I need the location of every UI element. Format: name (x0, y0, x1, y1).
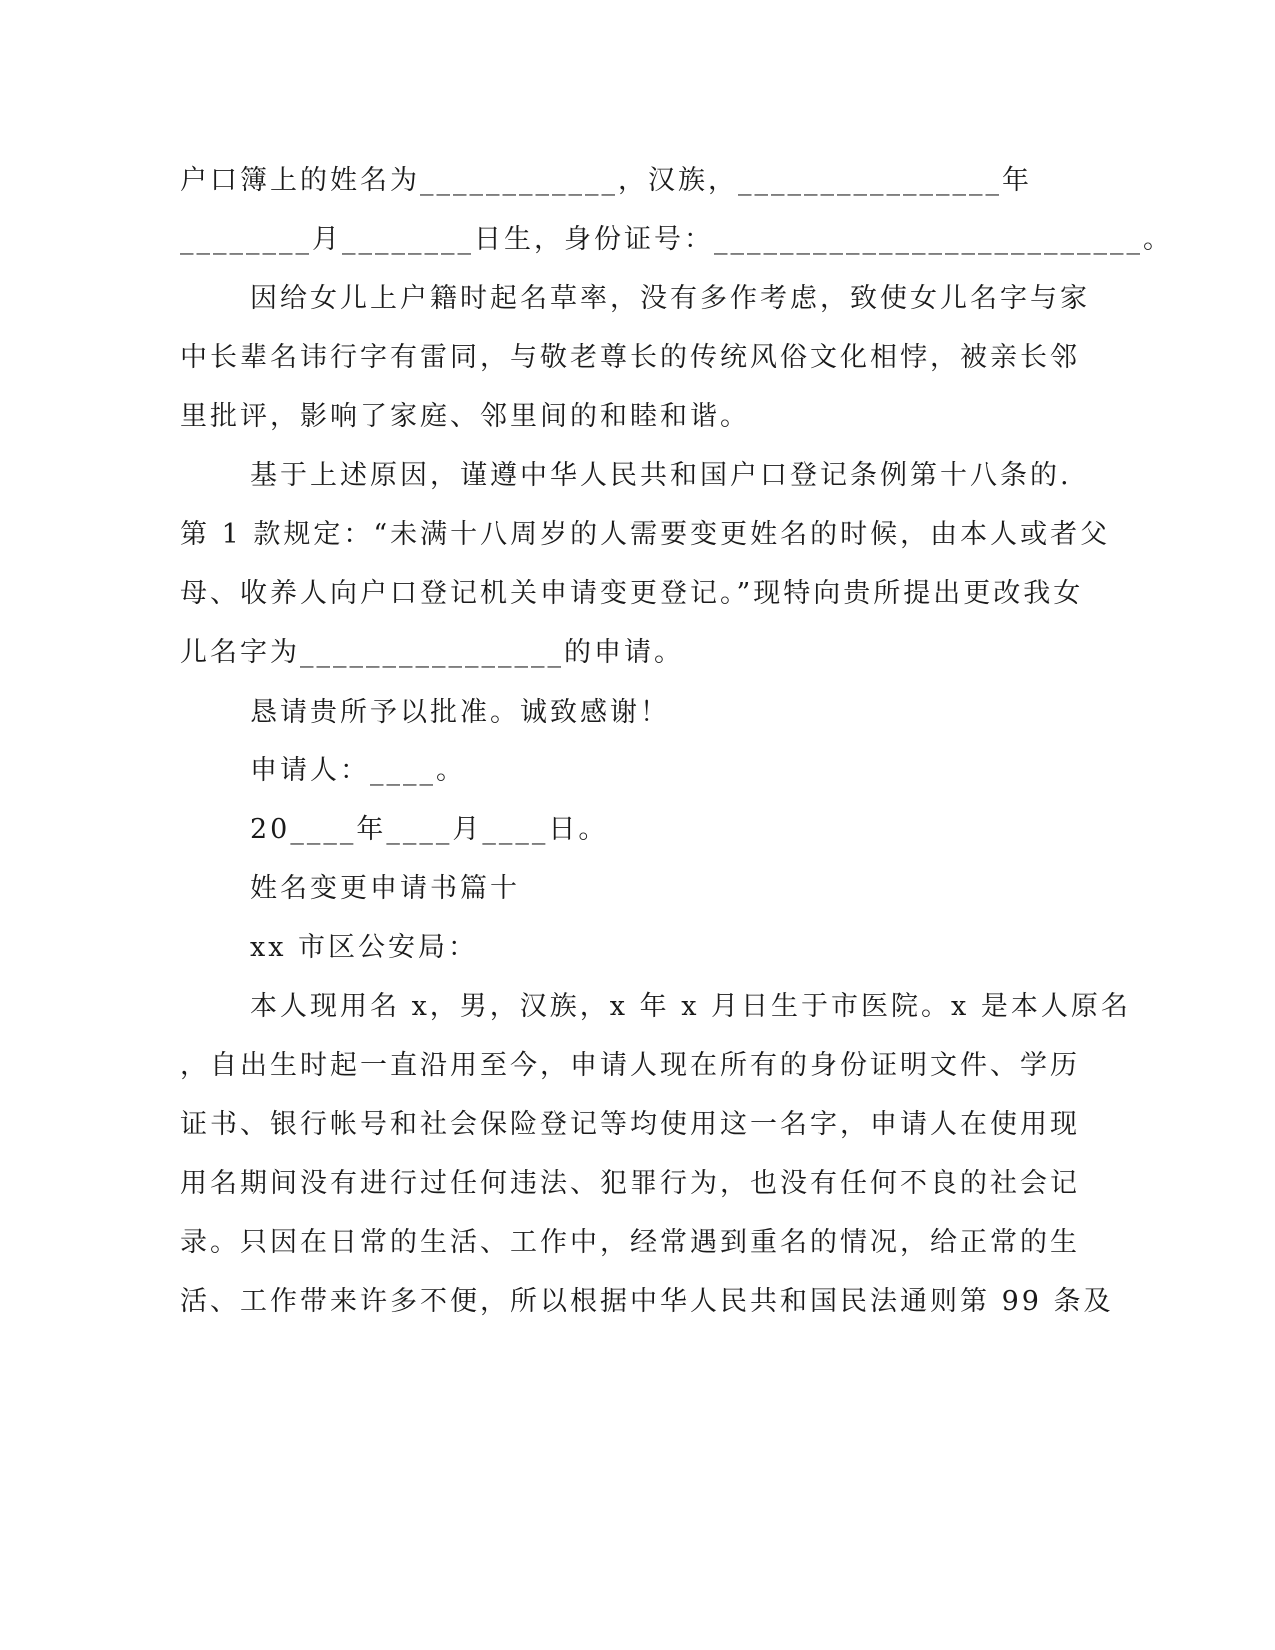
text-line: 基于上述原因，谨遵中华人民共和国户口登记条例第十八条的. (250, 460, 1072, 491)
text-line: 申请人：____。 (250, 755, 466, 786)
text-line: 20____年____月____日。 (250, 814, 609, 845)
text-line: xx 市区公安局： (250, 932, 479, 963)
text-line: 母、收养人向户口登记机关申请变更登记。”现特向贵所提出更改我女 (180, 578, 1084, 609)
text-line: 儿名字为________________的申请。 (180, 637, 684, 668)
text-line: 中长辈名讳行字有雷同，与敬老尊长的传统风俗文化相悖，被亲长邻 (180, 342, 1080, 373)
text-line: 证书、银行帐号和社会保险登记等均使用这一名字，申请人在使用现 (180, 1109, 1080, 1140)
text-line: 用名期间没有进行过任何违法、犯罪行为，也没有任何不良的社会记 (180, 1168, 1080, 1199)
text-line: 活、工作带来许多不便，所以根据中华人民共和国民法通则第 99 条及 (180, 1286, 1114, 1317)
text-line: 本人现用名 x，男，汉族，x 年 x 月日生于市医院。x 是本人原名 (250, 991, 1131, 1022)
text-line: ，自出生时起一直沿用至今，申请人现在所有的身份证明文件、学历 (180, 1050, 1080, 1081)
text-line: 恳请贵所予以批准。诚致感谢！ (250, 697, 670, 728)
text-line: 录。只因在日常的生活、工作中，经常遇到重名的情况，给正常的生 (180, 1227, 1080, 1258)
text-line: 因给女儿上户籍时起名草率，没有多作考虑，致使女儿名字与家 (250, 283, 1090, 314)
text-line: 户口簿上的姓名为____________，汉族，________________年 (180, 165, 1032, 196)
text-line: 里批评，影响了家庭、邻里间的和睦和谐。 (180, 401, 750, 432)
text-line: 第 1 款规定：“未满十八周岁的人需要变更姓名的时候，由本人或者父 (180, 519, 1111, 550)
text-line: ________月________日生，身份证号：__________________________。 (180, 224, 1173, 255)
section-heading: 姓名变更申请书篇十 (250, 873, 520, 904)
